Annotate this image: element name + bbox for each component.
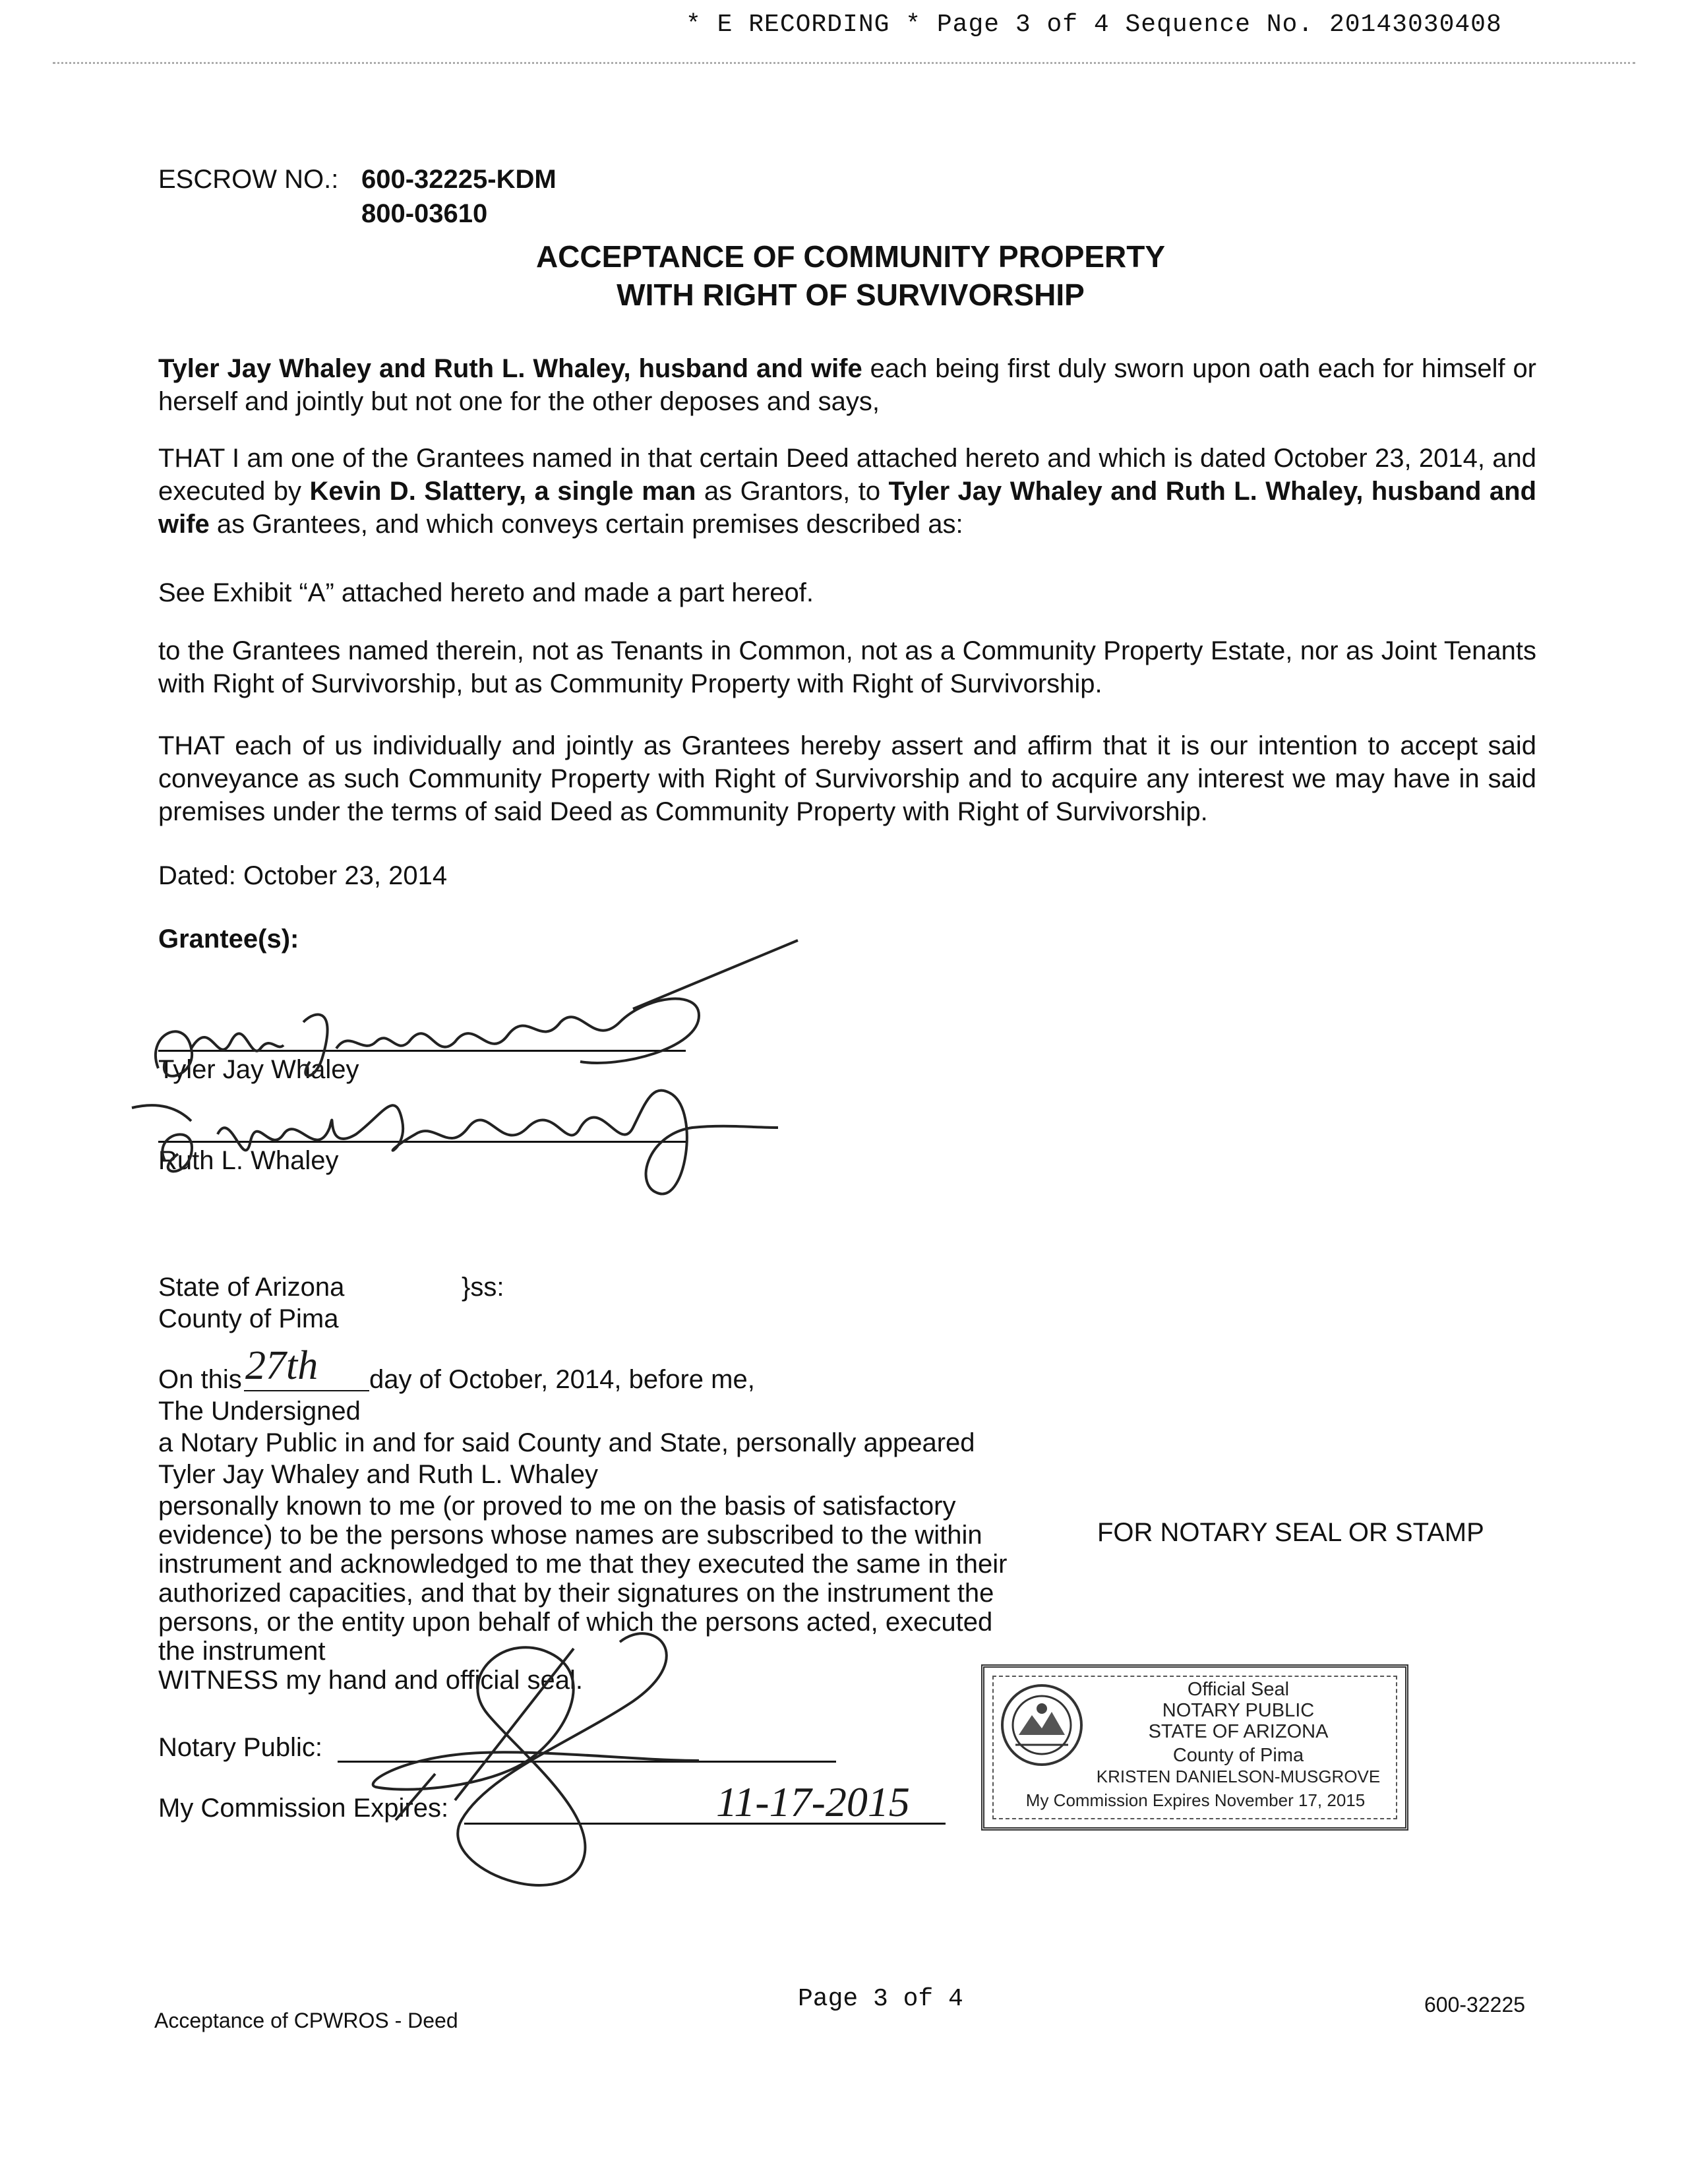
ack-line-2: The Undersigned	[158, 1397, 361, 1426]
document-title-line-1: ACCEPTANCE OF COMMUNITY PROPERTY	[535, 239, 1166, 274]
signer-1-name: Tyler Jay Whaley	[158, 1055, 359, 1084]
document-title-line-2: WITH RIGHT OF SURVIVORSHIP	[617, 278, 1085, 312]
seal-line-5: KRISTEN DANIELSON-MUSGROVE	[1096, 1767, 1381, 1786]
ack-line-5: personally known to me (or proved to me on the basis of satisfactory	[158, 1492, 956, 1521]
footer-right: 600-32225	[1424, 1993, 1526, 2017]
venue-ss: }ss:	[462, 1273, 504, 1302]
ack-line-4: Tyler Jay Whaley and Ruth L. Whaley	[158, 1460, 598, 1489]
deed-text-a: THAT I am one of the Grantees named in that certain Deed attached hereto and which is dated October 23, 2014, and executed by	[158, 444, 1536, 506]
grantee-signatures	[119, 936, 844, 1200]
affiant-oath-text: each being first duly sworn upon oath each for himself or herself and jointly but not one for the other deposes and says,	[158, 354, 1537, 416]
ack-line-11: WITNESS my hand and official seal.	[158, 1666, 583, 1695]
seal-line-3: STATE OF ARIZONA	[1148, 1721, 1329, 1742]
grantees-label: Grantee(s):	[158, 925, 299, 954]
venue-state: State of Arizona	[158, 1273, 345, 1302]
ack-line-6: evidence) to be the persons whose names are subscribed to the within	[158, 1521, 982, 1550]
grantee-names: Tyler Jay Whaley and Ruth L. Whaley, husband and wife	[158, 477, 1537, 539]
escrow-number-2: 800-03610	[361, 199, 488, 228]
seal-line-1: Official Seal	[1187, 1679, 1290, 1700]
notary-signature	[356, 1602, 699, 1906]
deed-text-c: as Grantees, and which conveys certain premises described as:	[209, 510, 963, 539]
notary-stamp	[981, 1664, 1408, 1831]
arizona-state-seal-icon	[999, 1682, 1085, 1768]
paragraph-tenancy: to the Grantees named therein, not as Tenants in Common, not as a Community Property Estate, nor as Joint Tenants with Right of Survivorship, but as Community Property with Right of Survivorship.	[158, 636, 1536, 698]
paragraph-deed	[158, 442, 1536, 541]
ack-handwritten-day: 27th	[245, 1343, 318, 1388]
escrow-number-1: 600-32225-KDM	[361, 165, 557, 194]
seal-line-2: NOTARY PUBLIC	[1162, 1700, 1315, 1721]
paragraph-exhibit: See Exhibit “A” attached hereto and made a part hereof.	[158, 578, 814, 607]
paragraph-affirmation: THAT each of us individually and jointly as Grantees hereby assert and affirm that it is our intention to accept said conveyance as such Community Property with Right of Survivorship and to acquire any interest we may have in said premises under the terms of said Deed as Community Property with Right of Survivorship.	[158, 731, 1536, 826]
notary-seal-placeholder: FOR NOTARY SEAL OR STAMP	[1097, 1518, 1484, 1547]
ack-line-7: instrument and acknowledged to me that they executed the same in their	[158, 1550, 1008, 1579]
signer-2-name: Ruth L. Whaley	[158, 1146, 339, 1175]
escrow-label: ESCROW NO.:	[158, 165, 339, 194]
commission-expiry-handwritten: 11-17-2015	[716, 1778, 910, 1825]
deed-text-b: as Grantors, to	[696, 477, 889, 506]
header-scan-artifact	[53, 62, 1635, 69]
paragraph-affiant	[158, 352, 1536, 418]
ack-day-of: day of October, 2014, before me,	[369, 1365, 755, 1394]
footer-page-number: Page 3 of 4	[798, 1985, 963, 2013]
seal-line-6: My Commission Expires November 17, 2015	[1025, 1790, 1366, 1810]
commission-expires-label: My Commission Expires:	[158, 1794, 449, 1823]
footer-left: Acceptance of CPWROS - Deed	[154, 2009, 458, 2032]
dated-line: Dated: October 23, 2014	[158, 861, 448, 890]
ack-line-10: the instrument	[158, 1637, 326, 1666]
venue-county: County of Pima	[158, 1304, 339, 1333]
seal-line-4: County of Pima	[1172, 1745, 1304, 1766]
ack-on-this: On this	[158, 1365, 242, 1394]
grantor-name: Kevin D. Slattery, a single man	[309, 477, 696, 506]
ack-line-8: authorized capacities, and that by their signatures on the instrument the	[158, 1579, 994, 1608]
ack-line-3: a Notary Public in and for said County and State, personally appeared	[158, 1428, 975, 1457]
notary-public-label: Notary Public:	[158, 1733, 322, 1762]
ack-day-line	[244, 1390, 369, 1391]
affiant-names: Tyler Jay Whaley and Ruth L. Whaley, husband and wife	[158, 354, 862, 383]
ack-line-9: persons, or the entity upon behalf of which the persons acted, executed	[158, 1608, 993, 1637]
recording-header: * E RECORDING * Page 3 of 4 Sequence No. 20143030408	[686, 11, 1502, 39]
